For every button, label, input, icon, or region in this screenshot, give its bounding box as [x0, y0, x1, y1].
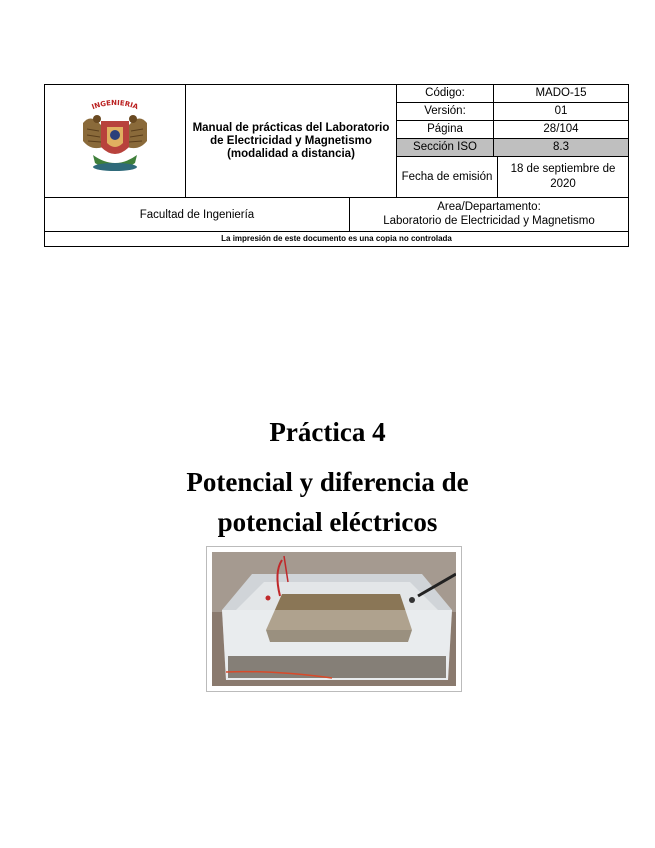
iso-label: Sección ISO [397, 139, 494, 156]
fecha-label: Fecha de emisión [397, 157, 498, 197]
fecha-value: 18 de septiembre de 2020 [510, 163, 616, 190]
svg-text:INGENIERIA [91, 99, 140, 111]
area-cell [350, 198, 628, 231]
container-photo-illustration [212, 552, 456, 686]
pagina-row [397, 121, 628, 139]
version-value: 01 [554, 105, 568, 117]
codigo-label: Código: [397, 85, 494, 102]
practice-number: Práctica 4 [269, 417, 386, 447]
faculty-logo [45, 85, 185, 197]
practice-title-line1: Potencial y diferencia de [186, 467, 469, 497]
version-row [397, 103, 628, 121]
facultad-name: Facultad de Ingeniería [45, 198, 350, 231]
codigo-value: MADO-15 [535, 87, 587, 99]
version-label: Versión: [397, 103, 494, 120]
practice-title-line2: potencial eléctricos [217, 507, 438, 537]
pagina-value: 28/104 [543, 123, 579, 135]
header-top-row [45, 85, 628, 198]
codigo-row [397, 85, 628, 103]
manual-title: Manual de prácticas del Laboratorio de Electricidad y Magnetismo (modalidad a distancia) [186, 85, 397, 197]
area-label: Area/Departamento: [437, 201, 541, 213]
header-second-row [45, 198, 628, 232]
document-header [44, 84, 629, 247]
pagina-label: Página [397, 121, 494, 138]
area-value: Laboratorio de Electricidad y Magnetismo [383, 215, 595, 227]
experiment-photo [206, 546, 462, 692]
logo-text: INGENIERIA [90, 98, 140, 112]
iso-row [397, 139, 628, 157]
logo-cell [45, 85, 186, 197]
fecha-row [397, 157, 628, 197]
document-meta [397, 85, 628, 197]
copy-notice: La impresión de este documento es una copia no controlada [221, 234, 452, 243]
iso-value: 8.3 [553, 141, 569, 153]
